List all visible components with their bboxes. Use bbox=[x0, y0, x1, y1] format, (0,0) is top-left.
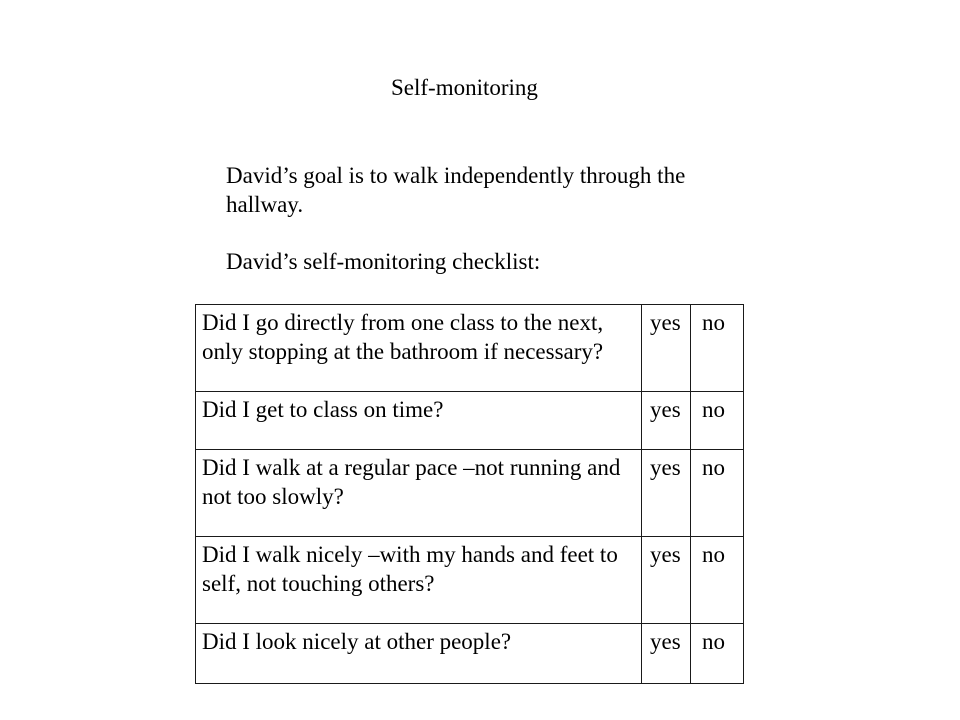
checklist-row bbox=[196, 305, 744, 392]
checklist-row bbox=[196, 392, 744, 450]
checklist-question: Did I look nicely at other people? bbox=[196, 624, 642, 684]
no-option[interactable]: no bbox=[691, 537, 744, 624]
checklist-question: Did I walk at a regular pace –not running and not too slowly? bbox=[196, 450, 642, 537]
yes-option[interactable]: yes bbox=[642, 450, 691, 537]
checklist-question: Did I walk nicely –with my hands and feet to self, not touching others? bbox=[196, 537, 642, 624]
checklist-row bbox=[196, 537, 744, 624]
yes-option[interactable]: yes bbox=[642, 624, 691, 684]
checklist-question: Did I get to class on time? bbox=[196, 392, 642, 450]
no-option[interactable]: no bbox=[691, 450, 744, 537]
checklist-row bbox=[196, 624, 744, 684]
no-option[interactable]: no bbox=[691, 624, 744, 684]
self-monitoring-checklist bbox=[195, 304, 744, 684]
no-option[interactable]: no bbox=[691, 392, 744, 450]
goal-statement: David’s goal is to walk independently through the hallway. bbox=[226, 163, 686, 217]
yes-option[interactable]: yes bbox=[642, 392, 691, 450]
checklist-row bbox=[196, 450, 744, 537]
no-option[interactable]: no bbox=[691, 305, 744, 392]
page-title: Self-monitoring bbox=[391, 75, 538, 100]
yes-option[interactable]: yes bbox=[642, 537, 691, 624]
checklist-question: Did I go directly from one class to the next, only stopping at the bathroom if necessary? bbox=[196, 305, 642, 392]
checklist-heading: David’s self-monitoring checklist: bbox=[226, 249, 541, 274]
yes-option[interactable]: yes bbox=[642, 305, 691, 392]
